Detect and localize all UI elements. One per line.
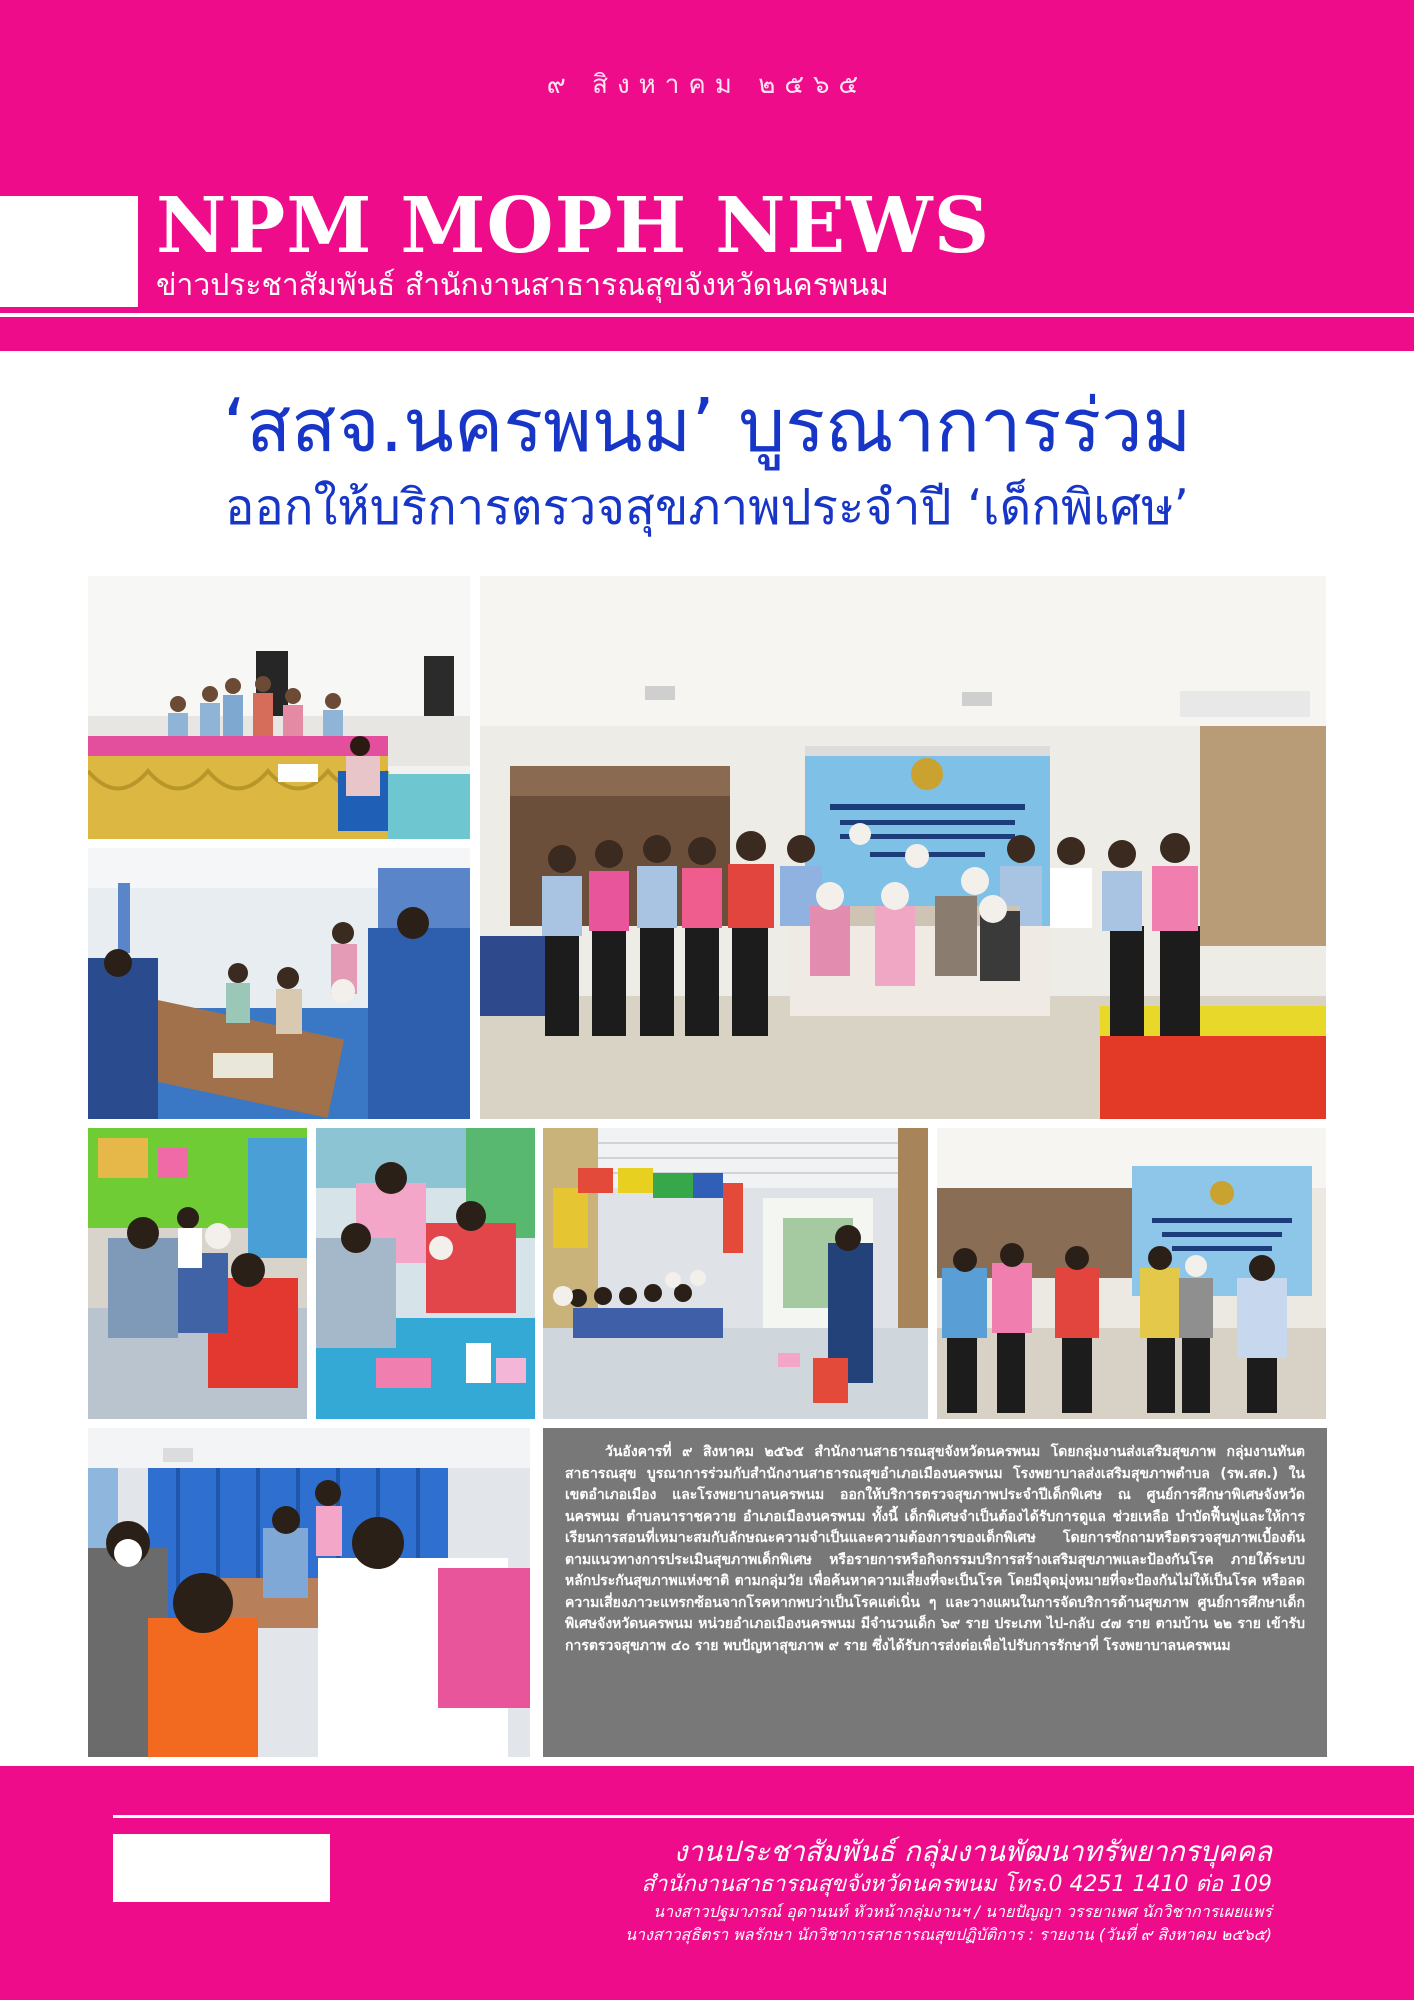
masthead-subtitle: ข่าวประชาสัมพันธ์ สำนักงานสาธารณสุขจังหวัดนครพนม <box>156 268 889 303</box>
photo-staff-presentation <box>937 1128 1326 1419</box>
footer-staff-credits: นางสาวปฐมาภรณ์ อุดานนท์ หัวหน้ากลุ่มงานฯ / นายปัญญา วรรยาเพศ นักวิชาการเผยแพร่ <box>653 1902 1272 1921</box>
article-body: วันอังคารที่ ๙ สิงหาคม ๒๕๖๕ สำนักงานสาธารณสุขจังหวัดนครพนม โดยกลุ่มงานส่งเสริมสุขภาพ กลุ่มงานทันตสาธารณสุข บูรณาการร่วมกับสำนักงานสาธารณสุขอำเภอเมืองนครพนม โรงพยาบาลส่งเสริมสุขภาพตำบล (รพ.สต.) ในเขตอำเภอเมือง และโรงพยาบาลนครพนม ออกให้บริการตรวจสุขภาพประจำปีเด็กพิเศษ ณ ศูนย์การศึกษาพิเศษจังหวัดนครพนม ตำบลนาราชควาย อำเภอเมืองนครพนม ทั้งนี้ เด็กพิเศษจำเป็นต้องได้รับการดูแล ช่วยเหลือ บำบัดฟื้นฟูและให้การเรียนการสอนที่เหมาะสมกับลักษณะความจำเป็นและความต้องการของเด็กพิเศษ โดยการซักถามหรือตรวจสุขภาพเบื้องต้น ตามแนวทางการประเมินสุขภาพเด็กพิเศษ หรือรายการหรือกิจกรรมบริการสร้างเสริมสุขภาพและป้องกันโรค ภายใต้ระบบหลักประกันสุขภาพแห่งชาติ ตามกลุ่มวัย เพื่อค้นหาความเสี่ยงที่จะเป็นโรค โดยมีจุดมุ่งหมายที่จะป้องกันไม่ให้เป็นโรค หรือลดความเสี่ยงภาวะแทรกซ้อนจากโรคหากพบว่าเป็นโรคแต่เนิ่น ๆ และวางแผนในการจัดบริการด้านสุขภาพ ศูนย์การศึกษาเด็กพิเศษจังหวัดนครพนม หน่วยอำเภอเมืองนครพนม มีจำนวนเด็ก ๖๙ ราย ประเภท ไป-กลับ ๔๗ ราย ตามบ้าน ๒๒ ราย เข้ารับการตรวจสุขภาพ ๔๐ ราย พบปัญหาสุขภาพ ๙ ราย ซึ่งได้รับการส่งต่อเพื่อไปรับการรักษาที่ โรงพยาบาลนครพนม <box>565 1444 1305 1654</box>
footer-department: งานประชาสัมพันธ์ กลุ่มงานพัฒนาทรัพยากรบุคคล <box>673 1835 1272 1868</box>
footer-reporter: นางสาวสุธิตรา พลรักษา นักวิชาการสาธารณสุขปฏิบัติการ : รายงาน (วันที่ ๙ สิงหาคม ๒๕๖๕) <box>625 1925 1272 1944</box>
footer-office-contact: สำนักงานสาธารณสุขจังหวัดนครพนม โทร.0 4251 1410 ต่อ 109 <box>641 1872 1272 1897</box>
footer-accent-block <box>113 1834 330 1902</box>
photo-doctor-exam <box>88 1428 530 1757</box>
issue-date: ๙ สิงหาคม ๒๕๖๕ <box>546 70 868 100</box>
masthead-accent-block <box>0 196 138 307</box>
photo-registration-table <box>88 576 470 839</box>
photo-classroom-checkup <box>88 848 470 1119</box>
masthead-title: NPM MOPH NEWS <box>156 181 991 271</box>
photo-child-exam <box>88 1128 307 1419</box>
headline-line-2: ออกให้บริการตรวจสุขภาพประจำปี ‘เด็กพิเศษ’ <box>224 479 1190 536</box>
masthead-divider <box>0 313 1414 317</box>
headline-line-1: ‘สสจ.นครพนม’ บูรณาการร่วม <box>222 383 1192 469</box>
photo-health-supplies <box>316 1128 535 1419</box>
footer-divider <box>113 1815 1414 1818</box>
photo-waiting-hallway <box>543 1128 928 1419</box>
photo-group-event <box>480 576 1326 1119</box>
article-text-box <box>543 1428 1327 1757</box>
